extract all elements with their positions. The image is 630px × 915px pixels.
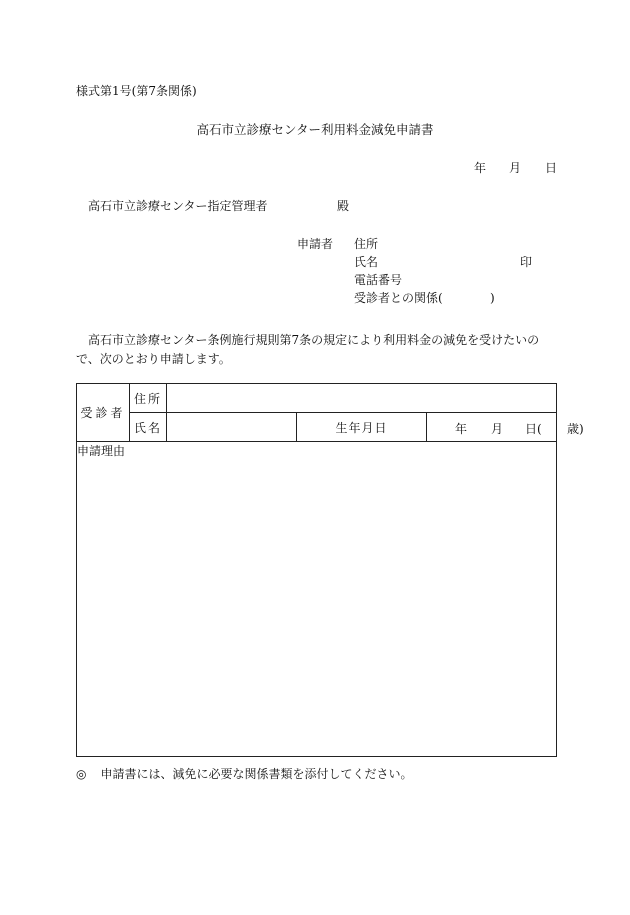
body-text: 高石市立診療センター条例施行規則第7条の規定により利用料金の減免を受けたいので、次のとおり申請します。 [76, 333, 540, 366]
birthdate-year: 年 [455, 422, 468, 436]
reason-field[interactable] [77, 442, 557, 757]
patient-name-field[interactable] [167, 413, 297, 442]
date-month: 月 [509, 161, 522, 175]
applicant-phone-label: 電話番号 [354, 273, 403, 287]
patient-name-label: 氏名 [130, 413, 167, 442]
form-number: 様式第1号(第7条関係) [76, 84, 197, 98]
birthdate-month: 月 [491, 422, 504, 436]
application-table [76, 383, 584, 757]
addressee: 高石市立診療センター指定管理者 [88, 199, 268, 213]
applicant-name-label: 氏名 [354, 255, 379, 269]
note-mark: ◎ [76, 767, 87, 781]
birthdate-field[interactable] [427, 413, 584, 442]
page-title: 高石市立診療センター利用料金減免申請書 [196, 122, 434, 137]
patient-address-field[interactable] [167, 384, 557, 413]
patient-address-label: 住所 [130, 384, 167, 413]
addressee-suffix: 殿 [337, 199, 350, 213]
applicant-relation-close: ) [490, 291, 495, 305]
age-close: 歳) [567, 422, 584, 436]
note-text: 申請書には、減免に必要な関係書類を添付してください。 [100, 767, 413, 781]
seal-mark: 印 [520, 255, 533, 269]
applicant-label: 申請者 [297, 237, 334, 251]
reason-label: 申請理由 [77, 444, 126, 458]
date-year: 年 [474, 161, 487, 175]
birthdate-label: 生年月日 [297, 413, 427, 442]
applicant-relation-label: 受診者との関係( [354, 291, 443, 305]
birthdate-day: 日( [525, 422, 542, 436]
date-day: 日 [545, 161, 558, 175]
patient-label: 受診者 [77, 384, 130, 442]
note [76, 767, 413, 781]
applicant-address-label: 住所 [354, 237, 379, 251]
